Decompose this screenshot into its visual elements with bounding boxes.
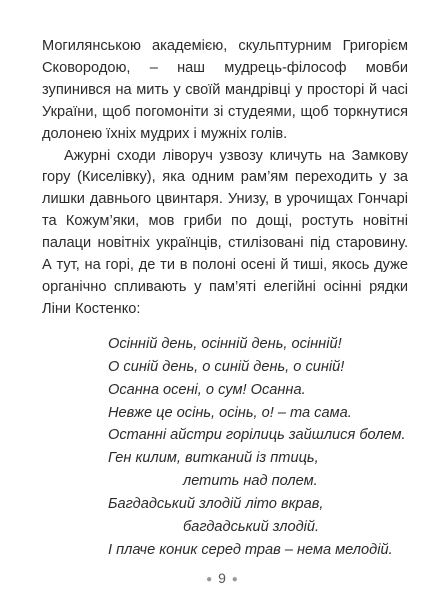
paragraph-2-line-2: гору (Киселівку), яка одним рам’ям переходить у за (42, 169, 408, 186)
paragraph-1-line-3: на мить у своїй мандрівці у просторі й часі України, щоб (42, 81, 408, 120)
paragraph-2 (42, 146, 408, 321)
poem-line: Невже це осінь, осінь, о! – та сама. (108, 404, 352, 421)
bullet-dot-icon: ● (206, 573, 214, 585)
paragraph-2-line-7: органічно спливають у пам’яті елегійні осінні рядки (42, 278, 408, 295)
poem-line: І плаче коник серед трав – нема мелодій. (108, 541, 393, 558)
prose (42, 36, 408, 321)
paragraph-1-line-1: Могилянською академією, скульптурним Григорієм (42, 38, 408, 54)
page-body (42, 36, 408, 562)
paragraph-1 (42, 36, 408, 146)
bullet-dot-icon: ● (231, 573, 239, 585)
paragraph-2-line-5: палаци новітніх українців, стилізовані під старовину. (42, 235, 408, 252)
paragraph-1-line-2: Сковородою, – наш мудрець-філософ мовби зупинився (42, 59, 408, 98)
poem (42, 333, 408, 562)
paragraph-2-line-6: А тут, на горі, де ти в полоні осені й тиші, якось дуже (42, 257, 408, 274)
page-number-value: 9 (218, 570, 227, 586)
poem-line: Ген килим, витканий із птиць, (108, 450, 319, 467)
paragraph-2-line-8: Ліни Костенко: (42, 300, 141, 317)
poem-line: летить над полем. (183, 473, 318, 490)
paragraph-2-line-1: Ажурні сходи ліворуч узвозу кличуть на Замкову (64, 147, 408, 164)
page-number (0, 570, 445, 586)
paragraph-1-line-5: мудрих і мужніх голів. (140, 125, 288, 142)
poem-line: багдадський злодій. (183, 519, 320, 536)
poem-line: Багдадський злодій літо вкрав, (108, 496, 324, 513)
poem-line: Осанна осені, о сум! Осанна. (108, 381, 306, 398)
poem-line: О синій день, о синій день, о синій! (108, 358, 345, 375)
poem-line: Осінній день, осінній день, осінній! (108, 335, 342, 352)
poem-line: Останні айстри горілиць зайшлися болем. (108, 427, 406, 444)
paragraph-2-line-3: лишки давнього цвинтаря. Унизу, в урочищах Гончарі (42, 191, 408, 208)
paragraph-1-line-4: погомоніти зі студеями, щоб торкнутися долонею їхніх (42, 103, 408, 142)
paragraph-2-line-4: та Кожум’яки, мов гриби по дощі, ростуть новітні (42, 213, 408, 230)
